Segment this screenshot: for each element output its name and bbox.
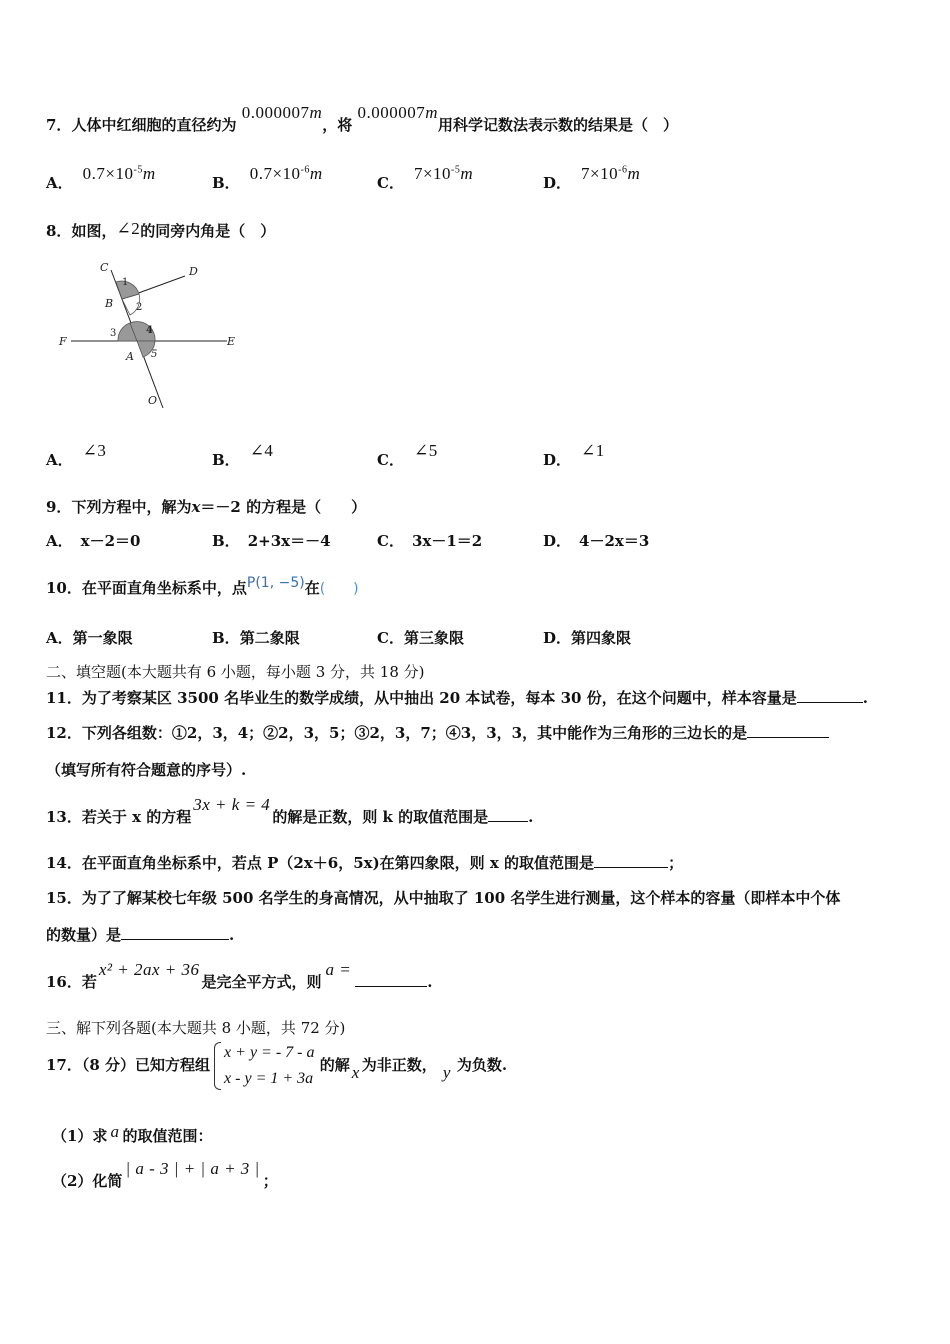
q17-sub2-end: ； [262,1172,278,1190]
q15-text: 为了了解某校七年级 500 名学生的身高情况，从中抽取了 100 名学生进行测量，这个样本的容量（即样本中个体 [81,889,841,907]
label-o: O [148,394,158,407]
question-7 [46,103,679,135]
q10-option-b: B．第二象限 [212,629,300,647]
q16-text2: 是完全平方式，则 [201,973,322,991]
q16-end: . [427,973,433,991]
q9-text2: ＝－2 的方程是（ ） [200,498,367,516]
question-14 [46,852,683,873]
q9-x: x [191,498,201,516]
q12-text: 下列各组数：①2，3，4；②2，3，5；③2，3，7；④3，3，3，其中能作为三角形的三边长的是 [81,724,748,742]
q17-sub1-a: a [110,1122,120,1141]
q9-option-b: B． 2+3x＝－4 [212,532,331,550]
q7-option-c: C． $7\times 10^{-5}m$ [377,164,474,192]
question-8 [46,220,275,241]
q9-option-a: A． x－2＝0 [46,532,141,550]
q17-sub1-text2: 的取值范围： [122,1127,213,1145]
q8-angle: ∠2 [116,219,141,238]
question-17 [46,1040,507,1092]
q7-value-1: 0.000007m [241,103,323,122]
q17-x: x [351,1063,360,1082]
question-16 [46,960,433,992]
q8-option-c: C． ∠5 [377,441,438,469]
q10-text1: 在平面直角坐标系中，点 [81,579,247,597]
label-f: F [59,335,67,348]
q13-equation: 3x + k = 4 [193,795,271,814]
q10-text2: 在 [304,579,320,597]
q10-option-a: A．第一象限 [46,629,133,647]
q17-sub2 [52,1159,278,1191]
q8-text2: 的同旁内角是（ ） [140,222,276,240]
question-12-cont: （填写所有符合题意的序号）. [46,761,247,779]
q17-sub2-text: （2）化简 [52,1172,123,1190]
question-11 [46,687,868,708]
q16-text1: 若 [81,973,97,991]
q15-end: . [229,926,235,944]
q9-text: 下列方程中，解为 [71,498,192,516]
q13-text1: 若关于 x 的方程 [81,808,192,826]
label-a: A [126,350,134,363]
label-5: 5 [151,349,158,360]
question-12 [46,722,829,743]
q7-number: 7． [46,116,72,134]
q12-blank[interactable] [747,723,829,738]
q17-y: y [442,1063,451,1082]
q11-blank[interactable] [797,688,863,703]
q10-point: P(1, −5) [246,575,305,591]
q8-option-a: A． ∠3 [46,441,107,469]
q17-eq2: x - y = 1 + 3a [224,1070,314,1087]
q14-blank[interactable] [594,853,668,868]
q11-text: 为了考察某区 3500 名毕业生的数学成绩，从中抽出 20 本试卷，每本 30 份，在这个问题中，样本容量是 [81,689,797,707]
q7-text1: 人体中红细胞的直径约为 [71,116,237,134]
q7-option-a: A． $0.7\times 10^{-5}m$ [46,164,156,192]
label-2: 2 [136,302,143,313]
q16-number: 16． [46,973,82,991]
q7-option-d: D． $7\times 10^{-6}m$ [543,164,641,192]
label-3: 3 [110,328,117,339]
q14-text: 在平面直角坐标系中，若点 P（2x＋6，5x)在第四象限，则 x 的取值范围是 [81,854,595,872]
question-15 [46,887,840,908]
question-15-cont [46,924,234,945]
q17-text1: （8 分）已知方程组 [81,1056,211,1074]
q15-number: 15． [46,889,82,907]
q16-expression: x² + 2ax + 36 [98,960,200,979]
q14-end: ； [668,854,684,872]
q10-option-d: D．第四象限 [543,629,632,647]
q10-paren: ( ) [319,581,359,597]
q17-number: 17． [46,1056,82,1074]
label-c: C [100,261,109,274]
section-3-heading: 三、解下列各题(本大题共 8 小题，共 72 分) [46,1019,346,1037]
label-d: D [189,265,198,278]
q17-text4: 为负数. [456,1056,508,1074]
q7-value-2: 0.000007m [357,103,438,122]
q17-eq1: x + y = - 7 - a [224,1044,315,1061]
label-b: B [105,297,114,310]
q10-number: 10． [46,579,82,597]
q17-sub1-text: （1）求 [52,1127,108,1145]
q7-text3: 用科学记数法表示数的结果是（ ） [438,116,679,134]
q8-option-d: D． ∠1 [543,441,605,469]
q9-option-c: C． 3x－1＝2 [377,532,483,550]
q17-sub2-expression: | a - 3 | + | a + 3 | [125,1159,260,1178]
label-4: 4 [146,325,153,336]
q15-text2: 的数量）是 [46,926,122,944]
q13-end: . [528,808,534,826]
q17-sub1 [52,1122,213,1146]
q13-text2: 的解是正数，则 k 的取值范围是 [272,808,489,826]
q7-text2: ，将 [322,116,353,134]
q8-text1: 如图， [71,222,117,240]
label-e: E [227,335,236,348]
q8-option-b: B． ∠4 [212,441,274,469]
q17-system [214,1040,314,1092]
q10-option-c: C．第三象限 [377,629,464,647]
q15-blank[interactable] [121,925,229,940]
q13-blank[interactable] [488,807,528,822]
q11-end: . [862,689,868,707]
q7-option-b: B． $0.7\times 10^{-6}m$ [212,164,323,192]
question-13 [46,795,534,827]
q16-blank[interactable] [355,972,427,987]
q9-option-d: D． 4－2x＝3 [543,532,650,550]
q9-number: 9． [46,498,72,516]
q17-text3: 为非正数， [361,1056,437,1074]
q8-figure [55,258,245,413]
q16-a: a = [325,960,352,979]
q11-number: 11． [46,689,82,707]
section-2-heading: 二、填空题(本大题共有 6 小题，每小题 3 分，共 18 分) [46,663,425,681]
label-1: 1 [122,277,129,288]
q13-number: 13． [46,808,82,826]
q8-number: 8． [46,222,72,240]
q17-text2: 的解 [319,1056,350,1074]
question-9 [46,496,366,517]
q12-number: 12． [46,724,82,742]
question-10 [46,577,359,598]
q14-number: 14． [46,854,82,872]
